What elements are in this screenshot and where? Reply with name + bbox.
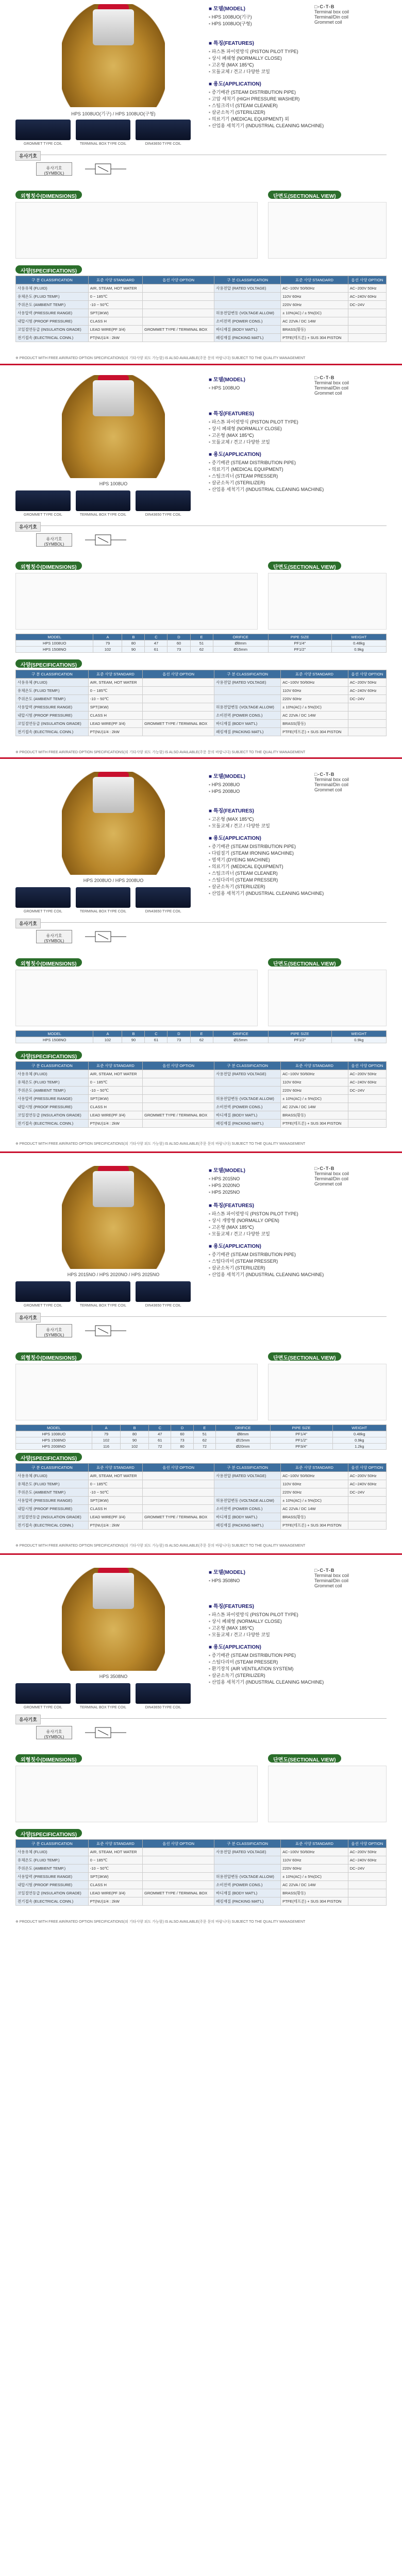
spec-row: 주위온도 (AMBIENT TEMP.) -10 ~ 50℃ 220V 60Hz DC~24V <box>16 301 387 309</box>
sectional-title: 단면도(SECTIONAL VIEW) <box>268 1352 341 1361</box>
spec-header: 옵션 사양 OPTION <box>142 276 214 284</box>
symbol-label: 유사기호 (SYMBOL) <box>36 1726 72 1739</box>
coil-thumb: GROMMET TYPE COIL <box>15 1281 71 1302</box>
coil-body <box>93 777 134 813</box>
section-divider <box>0 1553 402 1555</box>
application-item: ▪ 스팀크리너 (STEAM CLEANER) <box>209 870 394 877</box>
application-item: ▪ 살균소독기 (STERILIZER) <box>209 1265 394 1272</box>
application-item: ▪ 살균소독기 (STERILIZER) <box>209 109 394 116</box>
coil-body <box>93 1171 134 1207</box>
dimensions-title: 외형칫수(DIMENSIONS) <box>15 1352 82 1361</box>
valve-symbol-icon <box>85 161 126 177</box>
coil-thumb: GROMMET TYPE COIL <box>15 887 71 908</box>
model-code-string: □-C-T-B <box>314 4 335 9</box>
dimension-table: MODEL A B C D E ORIFICE PIPE SIZE WEIGHT HPS 1508NO 102 90 61 73 62 Ø15mm PF1/2" 0.9kg <box>15 1030 387 1043</box>
model-code-note: Grommet coil <box>314 1181 342 1187</box>
feature-item: ▪ 고온형 (MAX 185℃) <box>209 1625 394 1632</box>
sectional-title: 단면도(SECTIONAL VIEW) <box>268 1754 341 1762</box>
dimension-drawing <box>15 573 258 630</box>
coil-thumbnails <box>15 887 191 913</box>
dimension-drawing <box>15 202 258 259</box>
feature-item: ▪ 고온형 (MAX 185℃) <box>209 1224 394 1231</box>
application-item: ▪ 스팀다리미 (STEAM PRESSER) <box>209 1659 394 1666</box>
application-item: ▪ 의료기기 (MEDICAL EQUIPMENT) 외 <box>209 116 394 123</box>
symbol-section <box>15 922 387 948</box>
dimension-row: HPS 2008NO 116 102 72 80 72 Ø20mm PF3/4" 1.2kg <box>16 1444 387 1450</box>
spec-row: 내압시험 (PROOF PRESSURE) CLASS H 소비전력 (POWER CONS.) AC 22VA / DC 14W <box>16 317 387 326</box>
spec-row: 내압시험 (PROOF PRESSURE) CLASS H 소비전력 (POWER CONS.) AC 22VA / DC 14W <box>16 1881 387 1889</box>
spec-row: 코일절연등급 (INSULATION GRADE) LEAD WIRE(PF 3/4) GROMMET TYPE / TERMINAL BOX 바디재질 (BODY MAT'L) BRASS(황동) <box>16 1889 387 1897</box>
spec-row: 사용압력 (PRESSURE RANGE) SPT(3KW) 허용전압변동 (VOLTAGE ALLOW) ± 10%(AC) / ± 5%(DC) <box>16 309 387 317</box>
application-item: ▪ 산업용 세척기기 (INDUSTRIAL CLEANING MACHINE) <box>209 123 394 129</box>
footnote: ※ PRODUCT WITH FREE AIR/RATED OPTION SPECIFICATIONS(외 기타사양 외도 가능함) IS ALSO AVAILABLE(주문 문의 바랍니다) SUBJECT TO THE QUALITY MANAGEMENT <box>15 751 306 754</box>
section-divider <box>0 757 402 759</box>
spec-row: 유체온도 (FLUID TEMP.) 0 ~ 185℃ 110V 60Hz AC~240V 60Hz <box>16 1856 387 1865</box>
footnote: ※ PRODUCT WITH FREE AIR/RATED OPTION SPECIFICATIONS(외 기타사양 외도 가능함) IS ALSO AVAILABLE(주문 문의 바랍니다) SUBJECT TO THE QUALITY MANAGEMENT <box>15 1142 306 1146</box>
application-heading: ■ 용도(APPLICATION) <box>209 1242 394 1249</box>
dimension-row: HPS 1008UO 79 80 47 60 51 Ø8mm PF1/4" 0.48kg <box>16 640 387 647</box>
spec-row: 주위온도 (AMBIENT TEMP.) -10 ~ 50℃ 220V 60Hz DC~24V <box>16 1865 387 1873</box>
spec-row: 전기접속 (ELECTRICAL CONN.) PT(NU)1/4 : 2kW 패킹재질 (PACKING MAT'L) PTFE(테프론) + SUS 304 PISTON <box>16 728 387 736</box>
product-info <box>209 375 394 493</box>
specifications-title: 사양(SPECIFICATIONS) <box>15 659 82 668</box>
spec-row: 사용유체 (FLUID) AIR, STEAM, HOT WATER 사용전압 (RATED VOLTAGE) AC~100V 50/60Hz AC~200V 50Hz <box>16 1848 387 1856</box>
application-item: ▪ 살균소독기 (STERILIZER) <box>209 884 394 890</box>
application-item: ▪ 다림질기 (STEAM IRONING MACHINE) <box>209 850 394 857</box>
dimension-row: HPS 1508NO 102 90 61 73 62 Ø15mm PF1/2" 0.9kg <box>16 647 387 653</box>
dimensions-title: 외형칫수(DIMENSIONS) <box>15 191 82 199</box>
dimension-row: HPS 1508NO 102 90 61 73 62 Ø15mm PF1/2" 0.9kg <box>16 1037 387 1043</box>
application-item: ▪ 증기배관 (STEAM DISTRIBUTION PIPE) <box>209 1251 394 1258</box>
feature-item: ▪ 파스톤 파이럿방식 (PISTON PILOT TYPE) <box>209 48 394 55</box>
coil-thumbnails <box>15 490 191 517</box>
spec-row: 주위온도 (AMBIENT TEMP.) -10 ~ 50℃ 220V 60Hz DC~24V <box>16 1087 387 1095</box>
model-code-note: Terminal/Din coil <box>314 385 349 391</box>
spec-table: 구 분 CLASSIFICATION 표준 사양 STANDARD 옵션 사양 OPTION 구 분 CLASSIFICATION 표준 사양 STANDARD 옵션 사양 OPTION 사용유체 (FLUID) AIR, STEAM, HOT WATER 사용전압 (RATED VOLTAGE) AC~100V 50/60Hz AC~200V 50Hz 유체온도 (FLUID TEMP.) 0 ~ 185℃ 110V 60Hz AC~240V 60Hz 주위온도 (AMBIENT TEMP.) -10 ~ 50℃ 220V 60Hz DC~24V 사용압력 (PRESSURE RANGE) SPT(3KW) 허용전압변동 (VOLTAGE ALLOW) ± 10%(AC) / ± 5%(DC) 내압시험 (PROOF PRESSURE) CLASS H 소비전력 (POWER CONS.) AC 22VA / DC 14W 코일절연등급 (INSULATION GRADE) LEAD WIRE(PF 3/4) GROMMET TYPE / TERMINAL BOX 바디재질 (BODY MAT'L) BRASS(황동) 전기접속 (ELECTRICAL CONN.) PT(NU)1/4 : 2kW 패킹재질 (PACKING MAT'L) PTFE(테프론) + SUS 304 PISTON <box>15 670 387 736</box>
dimensions-title: 외형칫수(DIMENSIONS) <box>15 562 82 570</box>
coil-thumbnails <box>15 1683 191 1709</box>
model-heading: ■ 모델(MODEL) <box>209 1166 394 1174</box>
model-code-note: Terminal box coil <box>314 777 349 782</box>
symbol-label: 유사기호 (SYMBOL) <box>36 533 72 547</box>
model-heading: ■ 모델(MODEL) <box>209 4 394 12</box>
coil-thumb: GROMMET TYPE COIL <box>15 1683 71 1704</box>
specifications-title: 사양(SPECIFICATIONS) <box>15 265 82 274</box>
model-item: ▪ HPS 1008UO(기구) <box>209 14 394 21</box>
spec-row: 전기접속 (ELECTRICAL CONN.) PT(NU)1/4 : 2kW 패킹재질 (PACKING MAT'L) PTFE(테프론) + SUS 304 PISTON <box>16 334 387 342</box>
model-item: ▪ HPS 2008UO <box>209 788 394 795</box>
product-caption: HPS 2015NO / HPS 2020NO / HPS 2025NO <box>67 1272 160 1277</box>
feature-item: ▪ 상시 폐쇄형 (NORMALLY CLOSE) <box>209 426 394 432</box>
dimensions-title: 외형칫수(DIMENSIONS) <box>15 958 82 967</box>
spec-row: 전기접속 (ELECTRICAL CONN.) PT(NU)1/4 : 2kW 패킹재질 (PACKING MAT'L) PTFE(테프론) + SUS 304 PISTON <box>16 1120 387 1128</box>
model-code-note: Grommet coil <box>314 787 342 792</box>
coil-thumb: DIN43650 TYPE COIL <box>136 120 191 140</box>
feature-item: ▪ 상시 개방형 (NORMALLY OPEN) <box>209 1217 394 1224</box>
coil-thumbnails <box>15 1281 191 1308</box>
coil-thumbnails <box>15 120 191 146</box>
application-item: ▪ 산업용 세척기기 (INDUSTRIAL CLEANING MACHINE) <box>209 486 394 493</box>
footnote: ※ PRODUCT WITH FREE AIR/RATED OPTION SPECIFICATIONS(외 기타사양 외도 가능함) IS ALSO AVAILABLE(주문 문의 바랍니다) SUBJECT TO THE QUALITY MANAGEMENT <box>15 1920 306 1924</box>
coil-thumb: TERMINAL BOX TYPE COIL <box>76 887 131 908</box>
model-heading: ■ 모델(MODEL) <box>209 772 394 779</box>
symbol-tag: 유사기호 <box>15 919 41 928</box>
spec-row: 주위온도 (AMBIENT TEMP.) -10 ~ 50℃ 220V 60Hz DC~24V <box>16 1488 387 1497</box>
model-code-note: Terminal/Din coil <box>314 1578 349 1583</box>
spec-row: 사용압력 (PRESSURE RANGE) SPT(3KW) 허용전압변동 (VOLTAGE ALLOW) ± 10%(AC) / ± 5%(DC) <box>16 1095 387 1103</box>
features-heading: ■ 특징(FEATURES) <box>209 1201 394 1209</box>
specifications-title: 사양(SPECIFICATIONS) <box>15 1051 82 1059</box>
coil-body <box>93 380 134 416</box>
spec-row: 전기접속 (ELECTRICAL CONN.) PT(NU)1/4 : 2kW 패킹재질 (PACKING MAT'L) PTFE(테프론) + SUS 304 PISTON <box>16 1521 387 1530</box>
spec-row: 유체온도 (FLUID TEMP.) 0 ~ 185℃ 110V 60Hz AC~240V 60Hz <box>16 1480 387 1488</box>
model-code <box>314 1166 387 1187</box>
spec-row: 코일절연등급 (INSULATION GRADE) LEAD WIRE(PF 3/4) GROMMET TYPE / TERMINAL BOX 바디재질 (BODY MAT'L) BRASS(황동) <box>16 1111 387 1120</box>
model-code-note: Terminal box coil <box>314 1171 349 1176</box>
model-code <box>314 1568 387 1588</box>
feature-item: ▪ 모듈교체 / 견고 / 다양한 코일 <box>209 439 394 446</box>
application-item: ▪ 증기배관 (STEAM DISTRIBUTION PIPE) <box>209 89 394 96</box>
model-item: ▪ HPS 2020NO <box>209 1182 394 1189</box>
application-item: ▪ 살균소독기 (STERILIZER) <box>209 1672 394 1679</box>
spec-row: 사용유체 (FLUID) AIR, STEAM, HOT WATER 사용전압 (RATED VOLTAGE) AC~100V 50/60Hz AC~200V 50Hz <box>16 1070 387 1078</box>
features-heading: ■ 특징(FEATURES) <box>209 1602 394 1609</box>
application-item: ▪ 증기배관 (STEAM DISTRIBUTION PIPE) <box>209 1652 394 1659</box>
sectional-drawing <box>268 1364 387 1420</box>
sectional-title: 단면도(SECTIONAL VIEW) <box>268 958 341 967</box>
model-code-string: □-C-T-B <box>314 1568 335 1573</box>
valve-symbol-icon <box>85 1323 126 1338</box>
symbol-tag: 유사기호 <box>15 151 41 161</box>
spec-row: 내압시험 (PROOF PRESSURE) CLASS H 소비전력 (POWER CONS.) AC 22VA / DC 14W <box>16 1103 387 1111</box>
dimension-drawing <box>15 1364 258 1420</box>
symbol-section <box>15 1718 387 1744</box>
sectional-title: 단면도(SECTIONAL VIEW) <box>268 191 341 199</box>
valve-symbol-icon <box>85 532 126 548</box>
product-info <box>209 4 394 129</box>
model-code-note: Terminal/Din coil <box>314 14 349 20</box>
sectional-drawing <box>268 1766 387 1822</box>
coil-thumb: GROMMET TYPE COIL <box>15 120 71 140</box>
spec-table: 구 분 CLASSIFICATION 표준 사양 STANDARD 옵션 사양 OPTION 구 분 CLASSIFICATION 표준 사양 STANDARD 옵션 사양 OPTION 사용유체 (FLUID) AIR, STEAM, HOT WATER 사용전압 (RATED VOLTAGE) AC~100V 50/60Hz AC~200V 50Hz 유체온도 (FLUID TEMP.) 0 ~ 185℃ 110V 60Hz AC~240V 60Hz 주위온도 (AMBIENT TEMP.) -10 ~ 50℃ 220V 60Hz DC~24V 사용압력 (PRESSURE RANGE) SPT(3KW) 허용전압변동 (VOLTAGE ALLOW) ± 10%(AC) / ± 5%(DC) 내압시험 (PROOF PRESSURE) CLASS H 소비전력 (POWER CONS.) AC 22VA / DC 14W 코일절연등급 (INSULATION GRADE) LEAD WIRE(PF 3/4) GROMMET TYPE / TERMINAL BOX 바디재질 (BODY MAT'L) BRASS(황동) 전기접속 (ELECTRICAL CONN.) PT(NU)1/4 : 2kW 패킹재질 (PACKING MAT'L) PTFE(테프론) + SUS 304 PISTON <box>15 1839 387 1906</box>
coil-thumb: DIN43650 TYPE COIL <box>136 887 191 908</box>
application-item: ▪ 의료기기 (MEDICAL EQUIPMENT) <box>209 466 394 473</box>
application-item: ▪ 스팀크리너 (STEAM CLEANER) <box>209 103 394 109</box>
application-item: ▪ 산업용 세척기기 (INDUSTRIAL CLEANING MACHINE) <box>209 890 394 897</box>
dimensions-title: 외형칫수(DIMENSIONS) <box>15 1754 82 1762</box>
symbol-label: 유사기호 (SYMBOL) <box>36 162 72 176</box>
coil-thumb: DIN43650 TYPE COIL <box>136 1281 191 1302</box>
product-caption: HPS 3508NO <box>99 1674 128 1679</box>
coil-thumb: TERMINAL BOX TYPE COIL <box>76 490 131 511</box>
model-code-note: Terminal box coil <box>314 380 349 385</box>
application-item: ▪ 증기배관 (STEAM DISTRIBUTION PIPE) <box>209 843 394 850</box>
features-heading: ■ 특징(FEATURES) <box>209 39 394 46</box>
footnote: ※ PRODUCT WITH FREE AIR/RATED OPTION SPECIFICATIONS(외 기타사양 외도 가능함) IS ALSO AVAILABLE(주문 문의 바랍니다) SUBJECT TO THE QUALITY MANAGEMENT <box>15 357 306 360</box>
feature-item: ▪ 고온형 (MAX 185℃) <box>209 816 394 823</box>
spec-row: 전기접속 (ELECTRICAL CONN.) PT(NU)1/4 : 2kW 패킹재질 (PACKING MAT'L) PTFE(테프론) + SUS 304 PISTON <box>16 1897 387 1906</box>
spec-header: 구 분 CLASSIFICATION <box>16 276 89 284</box>
spec-row: 유체온도 (FLUID TEMP.) 0 ~ 185℃ 110V 60Hz AC~240V 60Hz <box>16 293 387 301</box>
spec-row: 주위온도 (AMBIENT TEMP.) -10 ~ 50℃ 220V 60Hz DC~24V <box>16 695 387 703</box>
spec-row: 사용유체 (FLUID) AIR, STEAM, HOT WATER 사용전압 (RATED VOLTAGE) AC~100V 50/60Hz AC~200V 50Hz <box>16 679 387 687</box>
coil-thumb: DIN43650 TYPE COIL <box>136 490 191 511</box>
feature-item: ▪ 상시 폐쇄형 (NORMALLY CLOSE) <box>209 55 394 62</box>
model-code-string: □-C-T-B <box>314 375 335 380</box>
feature-item: ▪ 파스톤 파이럿방식 (PISTON PILOT TYPE) <box>209 1211 394 1217</box>
feature-item: ▪ 고온형 (MAX 185℃) <box>209 432 394 439</box>
spec-row: 내압시험 (PROOF PRESSURE) CLASS H 소비전력 (POWER CONS.) AC 22VA / DC 14W <box>16 1505 387 1513</box>
spec-row: 내압시험 (PROOF PRESSURE) CLASS H 소비전력 (POWER CONS.) AC 22VA / DC 14W <box>16 711 387 720</box>
symbol-section <box>15 155 387 180</box>
coil-thumb: TERMINAL BOX TYPE COIL <box>76 1683 131 1704</box>
feature-item: ▪ 모듈교체 / 견고 / 다양한 코일 <box>209 823 394 829</box>
symbol-label: 유사기호 (SYMBOL) <box>36 930 72 943</box>
spec-row: 사용압력 (PRESSURE RANGE) SPT(3KW) 허용전압변동 (VOLTAGE ALLOW) ± 10%(AC) / ± 5%(DC) <box>16 1497 387 1505</box>
spec-row: 유체온도 (FLUID TEMP.) 0 ~ 185℃ 110V 60Hz AC~240V 60Hz <box>16 1078 387 1087</box>
model-code-note: Grommet coil <box>314 391 342 396</box>
coil-thumb: DIN43650 TYPE COIL <box>136 1683 191 1704</box>
spec-table: 구 분 CLASSIFICATION 표준 사양 STANDARD 옵션 사양 OPTION 구 분 CLASSIFICATION 표준 사양 STANDARD 옵션 사양 OPTION 사용유체 (FLUID) AIR, STEAM, HOT WATER 사용전압 (RATED VOLTAGE) AC~100V 50/60Hz AC~200V 50Hz 유체온도 (FLUID TEMP.) 0 ~ 185℃ 110V 60Hz AC~240V 60Hz 주위온도 (AMBIENT TEMP.) -10 ~ 50℃ 220V 60Hz DC~24V 사용압력 (PRESSURE RANGE) SPT(3KW) 허용전압변동 (VOLTAGE ALLOW) ± 10%(AC) / ± 5%(DC) 내압시험 (PROOF PRESSURE) CLASS H 소비전력 (POWER CONS.) AC 22VA / DC 14W 코일절연등급 (INSULATION GRADE) LEAD WIRE(PF 3/4) GROMMET TYPE / TERMINAL BOX 바디재질 (BODY MAT'L) BRASS(황동) 전기접속 (ELECTRICAL CONN.) PT(NU)1/4 : 2kW 패킹재질 (PACKING MAT'L) PTFE(테프론) + SUS 304 PISTON <box>15 1061 387 1128</box>
specifications-title: 사양(SPECIFICATIONS) <box>15 1453 82 1461</box>
product-photo <box>62 772 165 875</box>
model-code-note: Terminal/Din coil <box>314 782 349 787</box>
symbol-tag: 유사기호 <box>15 522 41 532</box>
application-item: ▪ 의료기기 (MEDICAL EQUIPMENT) <box>209 863 394 870</box>
feature-item: ▪ 모듈교체 / 견고 / 다양한 코일 <box>209 1231 394 1238</box>
coil-body <box>93 1573 134 1609</box>
application-item: ▪ 스팀다리미 (STEAM PRESSER) <box>209 1258 394 1265</box>
model-code-string: □-C-T-B <box>314 1166 335 1171</box>
symbol-tag: 유사기호 <box>15 1715 41 1724</box>
spec-row: 코일절연등급 (INSULATION GRADE) LEAD WIRE(PF 3/4) GROMMET TYPE / TERMINAL BOX 바디재질 (BODY MAT'L) BRASS(황동) <box>16 326 387 334</box>
product-photo <box>62 375 165 478</box>
symbol-section <box>15 1316 387 1342</box>
dimension-row: HPS 1508NO 102 90 61 73 62 Ø15mm PF1/2" 0.9kg <box>16 1437 387 1444</box>
section-divider <box>0 364 402 365</box>
model-code <box>314 375 387 396</box>
dimension-table: MODEL A B C D E ORIFICE PIPE SIZE WEIGHT HPS 1008UO 79 80 47 60 51 Ø8mm PF1/4" 0.48kg HPS 1508NO 102 90 61 73 62 Ø15mm PF1/2" 0.9kg HPS 2008NO 116 102 72 80 72 Ø20mm PF3/4" 1.2kg <box>15 1425 387 1450</box>
application-heading: ■ 용도(APPLICATION) <box>209 79 394 87</box>
features-heading: ■ 특징(FEATURES) <box>209 409 394 417</box>
sectional-title: 단면도(SECTIONAL VIEW) <box>268 562 341 570</box>
application-item: ▪ 산업용 세척기기 (INDUSTRIAL CLEANING MACHINE) <box>209 1272 394 1278</box>
application-item: ▪ 산업용 세척기기 (INDUSTRIAL CLEANING MACHINE) <box>209 1679 394 1686</box>
application-item: ▪ 스팀다리미 (STEAM PRESSER) <box>209 877 394 884</box>
dimension-drawing <box>15 1766 258 1822</box>
symbol-section <box>15 526 387 551</box>
coil-thumb: TERMINAL BOX TYPE COIL <box>76 1281 131 1302</box>
model-code-note: Grommet coil <box>314 20 342 25</box>
application-item: ▪ 환기장치 (AIR VENTILATION SYSTEM) <box>209 1666 394 1672</box>
model-item: ▪ HPS 2025NO <box>209 1189 394 1196</box>
feature-item: ▪ 파스톤 파이럿방식 (PISTON PILOT TYPE) <box>209 1612 394 1618</box>
footnote: ※ PRODUCT WITH FREE AIR/RATED OPTION SPECIFICATIONS(외 기타사양 외도 가능함) IS ALSO AVAILABLE(주문 문의 바랍니다) SUBJECT TO THE QUALITY MANAGEMENT <box>15 1544 306 1548</box>
valve-symbol-icon <box>85 1725 126 1740</box>
application-heading: ■ 용도(APPLICATION) <box>209 834 394 841</box>
sectional-drawing <box>268 970 387 1026</box>
application-item: ▪ 증기배관 (STEAM DISTRIBUTION PIPE) <box>209 460 394 466</box>
model-code-note: Terminal/Din coil <box>314 1176 349 1181</box>
specifications-title: 사양(SPECIFICATIONS) <box>15 1829 82 1837</box>
spec-row: 사용유체 (FLUID) AIR, STEAM, HOT WATER 사용전압 (RATED VOLTAGE) AC~100V 50/60Hz AC~200V 50Hz <box>16 1472 387 1480</box>
model-code <box>314 772 387 792</box>
product-caption: HPS 1008UO <box>99 481 128 486</box>
sectional-drawing <box>268 573 387 630</box>
application-item: ▪ 스팀크리너 (STEAM PRESSER) <box>209 473 394 480</box>
product-photo <box>62 1166 165 1269</box>
feature-item: ▪ 상시 폐쇄형 (NORMALLY CLOSE) <box>209 1618 394 1625</box>
spec-row: 사용유체 (FLUID) AIR, STEAM, HOT WATER 사용전압 (RATED VOLTAGE) AC~100V 50/60Hz AC~200V 50Hz <box>16 284 387 293</box>
coil-body <box>93 9 134 45</box>
symbol-label: 유사기호 (SYMBOL) <box>36 1324 72 1337</box>
product-info <box>209 1568 394 1686</box>
application-heading: ■ 용도(APPLICATION) <box>209 450 394 457</box>
dimension-row: HPS 1008UO 79 80 47 60 51 Ø8mm PF1/4" 0.48kg <box>16 1431 387 1437</box>
spec-header: 표준 사양 STANDARD <box>88 276 142 284</box>
model-code-note: Terminal box coil <box>314 1573 349 1578</box>
application-item: ▪ 살균소독기 (STERILIZER) <box>209 480 394 486</box>
model-heading: ■ 모델(MODEL) <box>209 1568 394 1575</box>
coil-thumb: GROMMET TYPE COIL <box>15 490 71 511</box>
spec-row: 사용압력 (PRESSURE RANGE) SPT(3KW) 허용전압변동 (VOLTAGE ALLOW) ± 10%(AC) / ± 5%(DC) <box>16 703 387 711</box>
model-code <box>314 4 387 25</box>
spec-row: 유체온도 (FLUID TEMP.) 0 ~ 185℃ 110V 60Hz AC~240V 60Hz <box>16 687 387 695</box>
product-photo <box>62 1568 165 1671</box>
sectional-drawing <box>268 202 387 259</box>
product-photo <box>62 4 165 107</box>
spec-header: 옵션 사양 OPTION <box>348 276 386 284</box>
product-info <box>209 772 394 897</box>
features-heading: ■ 특징(FEATURES) <box>209 806 394 814</box>
application-item: ▪ 염색기 (DYEING MACHINE) <box>209 857 394 863</box>
model-code-note: Grommet coil <box>314 1583 342 1588</box>
symbol-tag: 유사기호 <box>15 1313 41 1323</box>
spec-row: 코일절연등급 (INSULATION GRADE) LEAD WIRE(PF 3/4) GROMMET TYPE / TERMINAL BOX 바디재질 (BODY MAT'L) BRASS(황동) <box>16 720 387 728</box>
model-item: ▪ HPS 2008UO <box>209 782 394 788</box>
spec-table <box>15 276 387 342</box>
model-heading: ■ 모델(MODEL) <box>209 375 394 383</box>
valve-symbol-icon <box>85 929 126 944</box>
feature-item: ▪ 모듈교체 / 견고 / 다양한 코일 <box>209 1632 394 1638</box>
feature-item: ▪ 모듈교체 / 견고 / 다양한 코일 <box>209 69 394 75</box>
model-item: ▪ HPS 1008UO(구형) <box>209 21 394 27</box>
spec-header: 표준 사양 STANDARD <box>281 276 348 284</box>
application-item: ▪ 고압 세척기 (HIGH PRESSURE WASHER) <box>209 96 394 103</box>
spec-header: 구 분 CLASSIFICATION <box>214 276 281 284</box>
spec-table: 구 분 CLASSIFICATION 표준 사양 STANDARD 옵션 사양 OPTION 구 분 CLASSIFICATION 표준 사양 STANDARD 옵션 사양 OPTION 사용유체 (FLUID) AIR, STEAM, HOT WATER 사용전압 (RATED VOLTAGE) AC~100V 50/60Hz AC~200V 50Hz 유체온도 (FLUID TEMP.) 0 ~ 185℃ 110V 60Hz AC~240V 60Hz 주위온도 (AMBIENT TEMP.) -10 ~ 50℃ 220V 60Hz DC~24V 사용압력 (PRESSURE RANGE) SPT(3KW) 허용전압변동 (VOLTAGE ALLOW) ± 10%(AC) / ± 5%(DC) 내압시험 (PROOF PRESSURE) CLASS H 소비전력 (POWER CONS.) AC 22VA / DC 14W 코일절연등급 (INSULATION GRADE) LEAD WIRE(PF 3/4) GROMMET TYPE / TERMINAL BOX 바디재질 (BODY MAT'L) BRASS(황동) 전기접속 (ELECTRICAL CONN.) PT(NU)1/4 : 2kW 패킹재질 (PACKING MAT'L) PTFE(테프론) + SUS 304 PISTON <box>15 1463 387 1530</box>
model-item: ▪ HPS 1008UO <box>209 385 394 392</box>
dimension-table: MODEL A B C D E ORIFICE PIPE SIZE WEIGHT HPS 1008UO 79 80 47 60 51 Ø8mm PF1/4" 0.48kg HPS 1508NO 102 90 61 73 62 Ø15mm PF1/2" 0.9kg <box>15 634 387 653</box>
spec-row: 코일절연등급 (INSULATION GRADE) LEAD WIRE(PF 3/4) GROMMET TYPE / TERMINAL BOX 바디재질 (BODY MAT'L) BRASS(황동) <box>16 1513 387 1521</box>
dimension-drawing <box>15 970 258 1026</box>
model-code-note: Terminal box coil <box>314 9 349 14</box>
coil-thumb: TERMINAL BOX TYPE COIL <box>76 120 131 140</box>
model-code-string: □-C-T-B <box>314 772 335 777</box>
model-item: ▪ HPS 3508NO <box>209 1578 394 1584</box>
product-info <box>209 1166 394 1278</box>
section-divider <box>0 1151 402 1153</box>
spec-row: 사용압력 (PRESSURE RANGE) SPT(3KW) 허용전압변동 (VOLTAGE ALLOW) ± 10%(AC) / ± 5%(DC) <box>16 1873 387 1881</box>
product-caption: HPS 2008UO / HPS 2008UO <box>83 878 144 883</box>
application-heading: ■ 용도(APPLICATION) <box>209 1642 394 1650</box>
feature-item: ▪ 고온형 (MAX 185℃) <box>209 62 394 69</box>
product-caption: HPS 1008UO(기구) / HPS 1008UO(구형) <box>71 111 156 116</box>
feature-item: ▪ 파스톤 파이럿방식 (PISTON PILOT TYPE) <box>209 419 394 426</box>
model-item: ▪ HPS 2015NO <box>209 1176 394 1182</box>
